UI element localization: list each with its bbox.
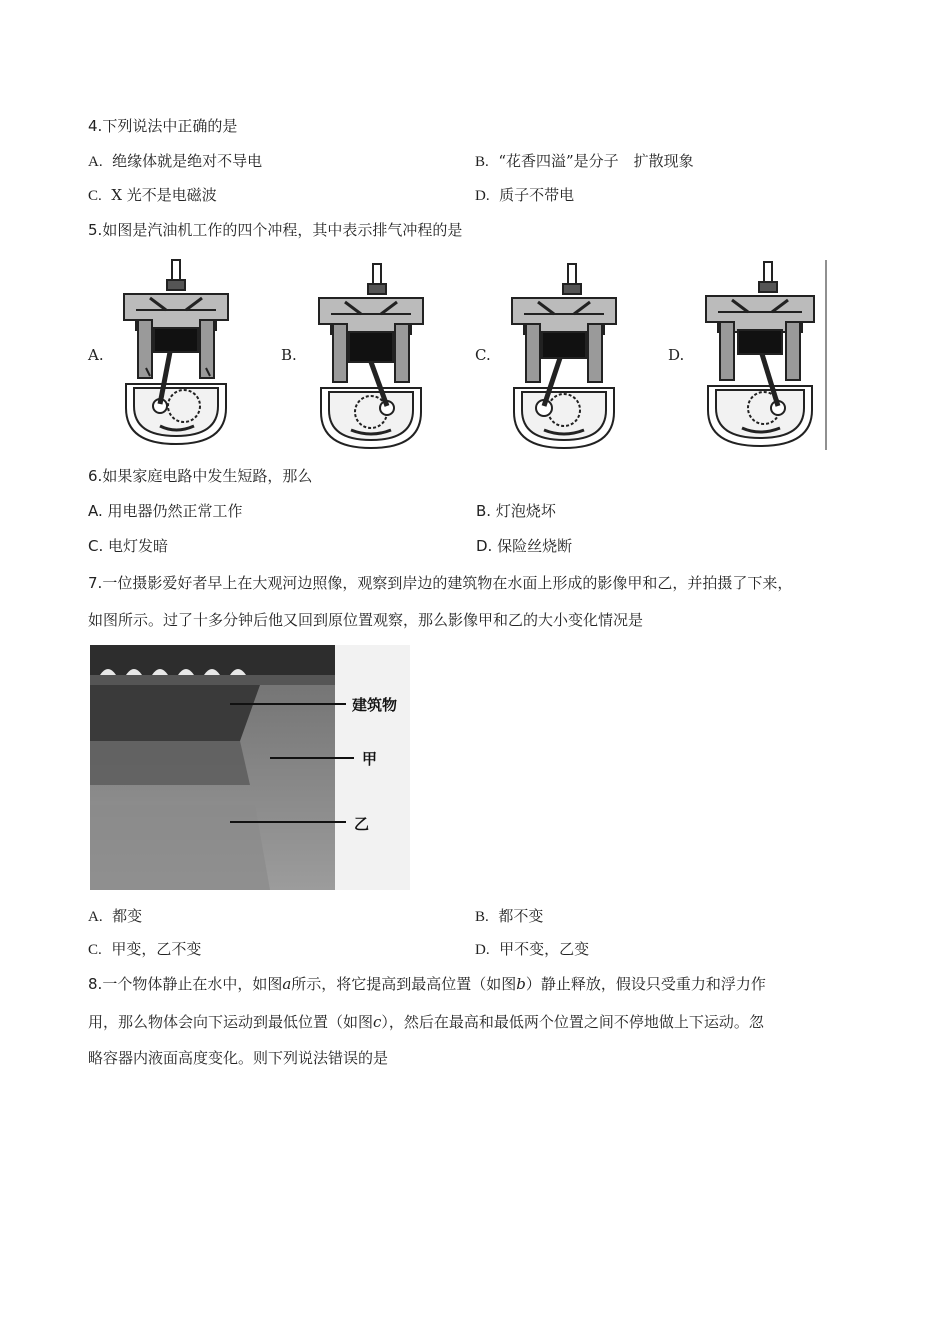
q4-option-d[interactable]: [475, 185, 574, 206]
q6-option-c-letter: C.: [88, 537, 104, 555]
q6-stem: [88, 466, 312, 486]
reflection-photo: [90, 645, 410, 890]
q7-option-a-text: 都变: [112, 907, 143, 925]
q7-option-b[interactable]: [475, 906, 543, 927]
q4-option-b-text: “花香四溢”是分子 扩散现象: [498, 152, 694, 170]
q5-option-b-letter[interactable]: B.: [281, 346, 297, 364]
engine-stroke-a-diagram: [110, 258, 242, 448]
q7-stem-line2: 如图所示。过了十多分钟后他又回到原位置观察，那么影像甲和乙的大小变化情况是: [88, 611, 644, 629]
q7-option-d[interactable]: [475, 939, 589, 960]
q7-option-a-letter: A.: [88, 909, 103, 925]
q6-option-d-letter: D.: [476, 537, 493, 555]
q7-option-d-text: 甲不变，乙变: [499, 940, 590, 958]
q6-option-d[interactable]: [476, 536, 572, 556]
q4-option-b[interactable]: [475, 151, 694, 172]
q6-option-c-text: 电灯发暗: [108, 537, 169, 555]
label-building: 建筑物: [352, 696, 398, 714]
q8-stem-part1: 一个物体静止在水中，如图: [102, 975, 283, 993]
q4-option-d-letter: D.: [475, 188, 490, 204]
q4-option-b-letter: B.: [475, 154, 489, 170]
q7-option-b-text: 都不变: [498, 907, 544, 925]
engine-stroke-c-diagram: [498, 262, 630, 450]
q7-stem-text-line1: 一位摄影爱好者早上在大观河边照像，观察到岸边的建筑物在水面上形成的影像甲和乙，并拍摄了下来，: [102, 574, 793, 592]
q8-fig-b: b: [516, 975, 526, 993]
q6-option-d-text: 保险丝烧断: [497, 537, 573, 555]
q8-stem-line1: [88, 974, 766, 994]
q8-stem-part3: ）静止释放，假设只受重力和浮力作: [525, 975, 766, 993]
q6-option-b-letter: B.: [476, 502, 492, 520]
q6-stem-text: 如果家庭电路中发生短路，那么: [102, 467, 313, 485]
q4-option-c-letter: C.: [88, 188, 102, 204]
q8-stem-line2: [88, 1012, 764, 1032]
q5-option-d-letter[interactable]: D.: [668, 346, 685, 364]
q8-stem-line3: 略容器内液面高度变化。则下列说法错误的是: [88, 1049, 389, 1067]
q8-line2-part1: 用，那么物体会向下运动到最低位置（如图: [88, 1013, 374, 1031]
q5-option-a-letter[interactable]: A.: [88, 346, 104, 364]
q4-option-c[interactable]: [88, 185, 217, 206]
q8-line2-part2: ），然后在最高和最低两个位置之间不停地做上下运动。忽: [381, 1013, 764, 1031]
q7-option-a[interactable]: [88, 906, 142, 927]
q8-number: 8.: [88, 975, 103, 993]
q6-option-c[interactable]: [88, 536, 168, 556]
q5-stem-text: 如图是汽油机工作的四个冲程，其中表示排气冲程的是: [102, 221, 463, 239]
q5-option-c-letter[interactable]: C.: [475, 346, 491, 364]
q4-number: 4.: [88, 117, 103, 135]
q4-option-a[interactable]: [88, 151, 262, 172]
q4-option-a-text: 绝缘体就是绝对不导电: [112, 152, 263, 170]
q7-option-b-letter: B.: [475, 909, 489, 925]
q7-stem-line1: [88, 573, 792, 593]
q4-option-a-letter: A.: [88, 154, 103, 170]
q7-option-c-letter: C.: [88, 942, 102, 958]
label-jia: 甲: [362, 750, 378, 768]
q8-fig-c: c: [373, 1013, 382, 1031]
q7-number: 7.: [88, 574, 103, 592]
q6-option-b-text: 灯泡烧坏: [495, 502, 556, 520]
q7-option-c[interactable]: [88, 939, 201, 960]
q7-option-d-letter: D.: [475, 942, 490, 958]
q5-number: 5.: [88, 221, 103, 239]
q4-option-c-text: X 光不是电磁波: [111, 186, 217, 204]
q4-option-d-text: 质子不带电: [499, 186, 575, 204]
q6-option-a-text: 用电器仍然正常工作: [107, 502, 243, 520]
q6-option-b[interactable]: [476, 501, 556, 521]
q6-number: 6.: [88, 467, 103, 485]
q7-option-c-text: 甲变，乙不变: [111, 940, 202, 958]
q4-stem-text: 下列说法中正确的是: [102, 117, 238, 135]
q6-option-a-letter: A.: [88, 502, 103, 520]
q4-stem: [88, 116, 237, 136]
engine-stroke-d-diagram: [694, 260, 828, 450]
q5-stem: [88, 220, 462, 240]
q8-stem-part2: 所示，将它提高到最高位置（如图: [291, 975, 517, 993]
q6-option-a[interactable]: [88, 501, 243, 521]
engine-stroke-b-diagram: [305, 262, 437, 450]
label-yi: 乙: [354, 815, 370, 833]
q8-fig-a: a: [282, 975, 292, 993]
